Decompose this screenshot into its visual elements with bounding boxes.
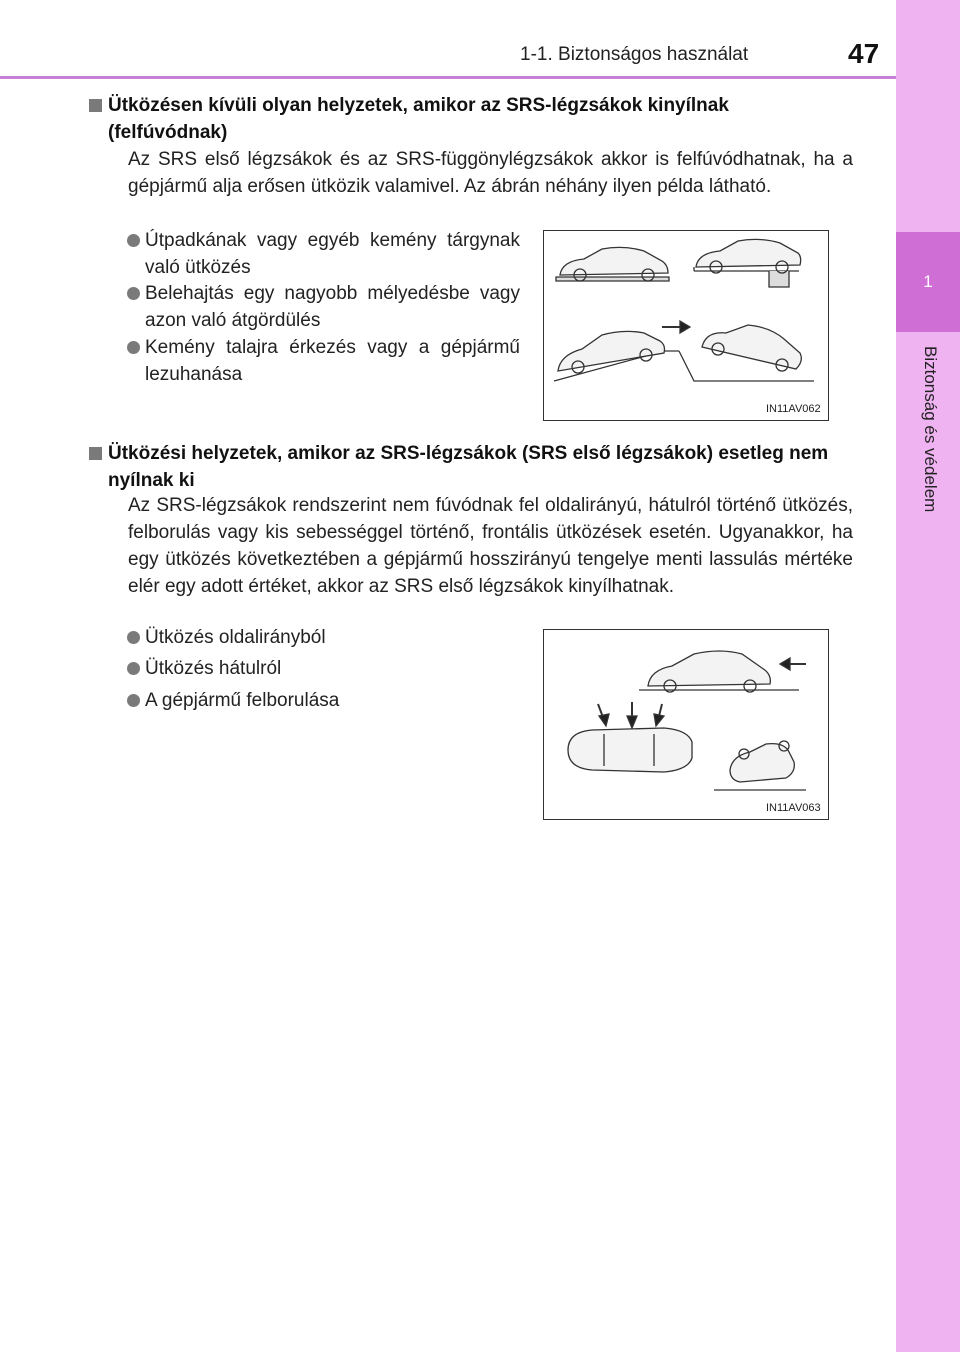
figure-side-rear-rollover bbox=[543, 629, 829, 820]
square-bullet-icon bbox=[89, 447, 102, 460]
section-paragraph: Az SRS-légzsákok rendszerint nem fúvódnak fel oldalirányú, hátulról történő ütközés, felborulás vagy kis sebességgel történő, frontális ütközések esetén. Ugyanakkor, ha egy ütközés következtében a gépjármű hosszirányú tengelye menti lassulás mértéke elér egy adott értéket, akkor az SRS első légzsákok kinyílhatnak. bbox=[128, 495, 853, 597]
bullet-dot-icon bbox=[127, 234, 140, 247]
header-rule bbox=[0, 76, 896, 79]
figure-code: IN11AV063 bbox=[766, 802, 821, 814]
bullet-dot-icon bbox=[127, 341, 140, 354]
bullet-dot-icon bbox=[127, 287, 140, 300]
bullet-dot-icon bbox=[127, 631, 140, 644]
section-heading-text: Ütközésen kívüli olyan helyzetek, amikor az SRS-légzsákok kinyílnak (felfúvódnak) bbox=[108, 95, 729, 143]
figure-code: IN11AV062 bbox=[766, 403, 821, 415]
side-chapter-title: Biztonság és védelem bbox=[921, 346, 940, 513]
side-tab bbox=[896, 0, 960, 1352]
list-item: Ütközés oldalirányból bbox=[127, 624, 507, 651]
side-chapter-number: 1 bbox=[923, 272, 933, 291]
section-heading-airbag-may-not-deploy bbox=[108, 440, 853, 494]
page-number: 47 bbox=[848, 38, 880, 69]
car-illustration-icon bbox=[544, 630, 828, 819]
section-heading-airbag-deploy bbox=[108, 92, 853, 146]
list-item: Belehajtás egy nagyobb mélyedésbe vagy azon való átgördülés bbox=[127, 280, 520, 334]
bullet-dot-icon bbox=[127, 694, 140, 707]
list-item: Ütközés hátulról bbox=[127, 655, 507, 682]
square-bullet-icon bbox=[89, 99, 102, 112]
list-item: Kemény talajra érkezés vagy a gépjármű lezuhanása bbox=[127, 334, 520, 388]
figure-underbody-impact bbox=[543, 230, 829, 421]
header-title: 1-1. Biztonságos használat bbox=[520, 44, 749, 65]
list-item: Útpadkának vagy egyéb kemény tárgynak való ütközés bbox=[127, 227, 520, 281]
section-paragraph: Az SRS első légzsákok és az SRS-függönylégzsákok akkor is felfúvódhatnak, ha a gépjármű alja erősen ütközik valamivel. Az ábrán néhány ilyen példa látható. bbox=[128, 149, 853, 197]
bullet-dot-icon bbox=[127, 662, 140, 675]
list-item: A gépjármű felborulása bbox=[127, 687, 507, 714]
section-heading-text: Ütközési helyzetek, amikor az SRS-légzsákok (SRS első légzsákok) esetleg nem nyílnak ki bbox=[108, 443, 829, 491]
car-illustration-icon bbox=[544, 231, 828, 420]
